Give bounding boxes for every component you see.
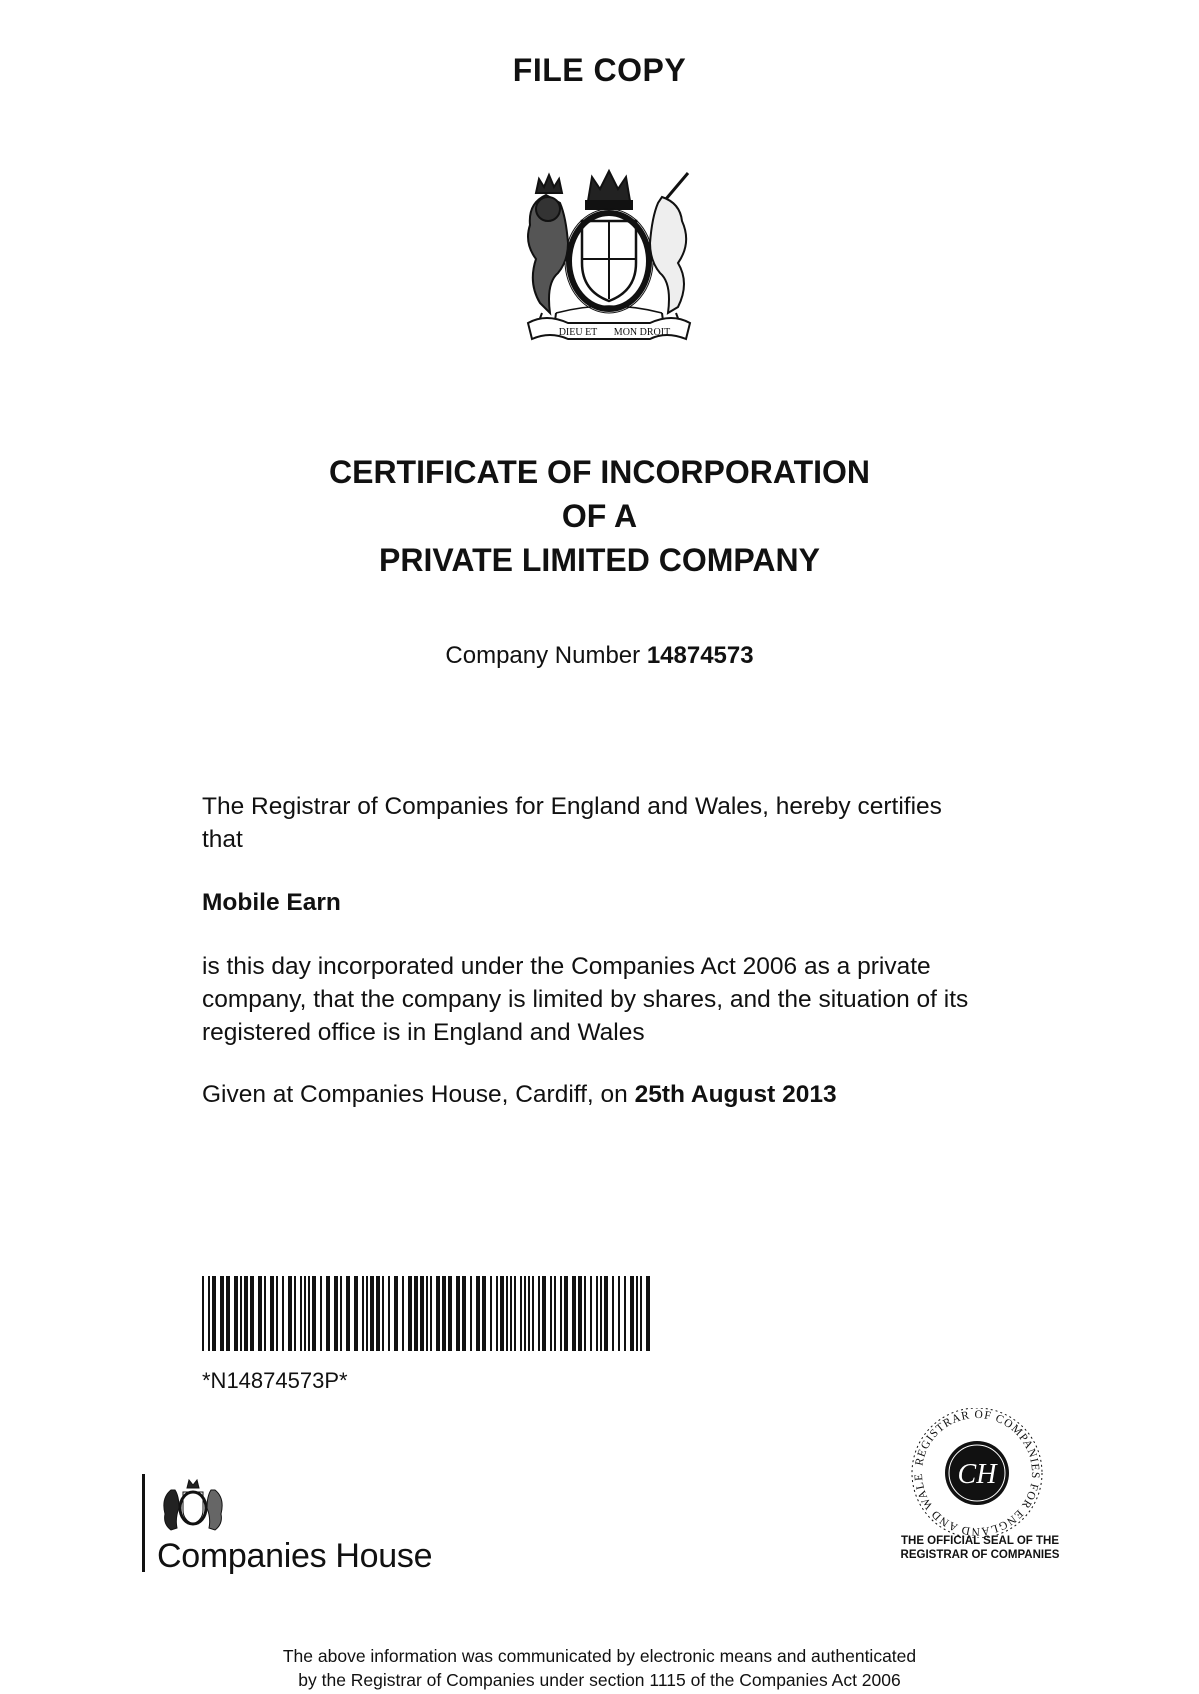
incorporation-date: 25th August 2013	[634, 1081, 837, 1108]
svg-text:CH: CH	[957, 1459, 997, 1490]
company-number-label: Company Number	[445, 642, 641, 669]
given-at-line	[202, 1078, 1102, 1111]
seal-caption: THE OFFICIAL SEAL OF THE REGISTRAR OF COMPANIES	[900, 1535, 1060, 1561]
footer-authentication-line: by the Registrar of Companies under section 1115 of the Companies Act 2006	[298, 1670, 901, 1690]
company-number-value: 14874573	[646, 642, 754, 669]
royal-coat-of-arms-icon	[506, 163, 712, 345]
incorporation-paragraph: is this day incorporated under the Companies Act 2006 as a private company, that the company is limited by shares, and the situation of its registered office is in England and Wales	[202, 953, 969, 1046]
given-at-prefix: Given at Companies House, Cardiff, on	[202, 1081, 628, 1108]
barcode-text: *N14874573P*	[202, 1368, 348, 1393]
svg-text:MON DROIT: MON DROIT	[613, 327, 671, 338]
company-name: Mobile Earn	[202, 889, 341, 916]
barcode	[202, 1276, 654, 1351]
svg-text:DIEU ET: DIEU ET	[558, 327, 598, 338]
svg-text:REGISTRAR OF COMPANIES FOR ENG: REGISTRAR OF COMPANIES FOR ENGLAND AND WALE	[912, 1408, 1042, 1538]
certificate-title-line: PRIVATE LIMITED COMPANY	[379, 542, 820, 578]
company-number	[0, 642, 1199, 670]
certify-paragraph: The Registrar of Companies for England and Wales, hereby certifies that	[202, 793, 942, 853]
companies-house-crest-icon	[157, 1478, 229, 1532]
file-copy-heading: FILE COPY	[512, 52, 687, 88]
footer-authentication-line: The above information was communicated by electronic means and authenticated	[282, 1646, 917, 1666]
certificate-title-line: CERTIFICATE OF INCORPORATION	[328, 454, 870, 490]
companies-house-logo-bar	[142, 1474, 145, 1572]
certificate-title-line: OF A	[561, 498, 638, 534]
companies-house-wordmark: Companies House	[157, 1537, 433, 1575]
